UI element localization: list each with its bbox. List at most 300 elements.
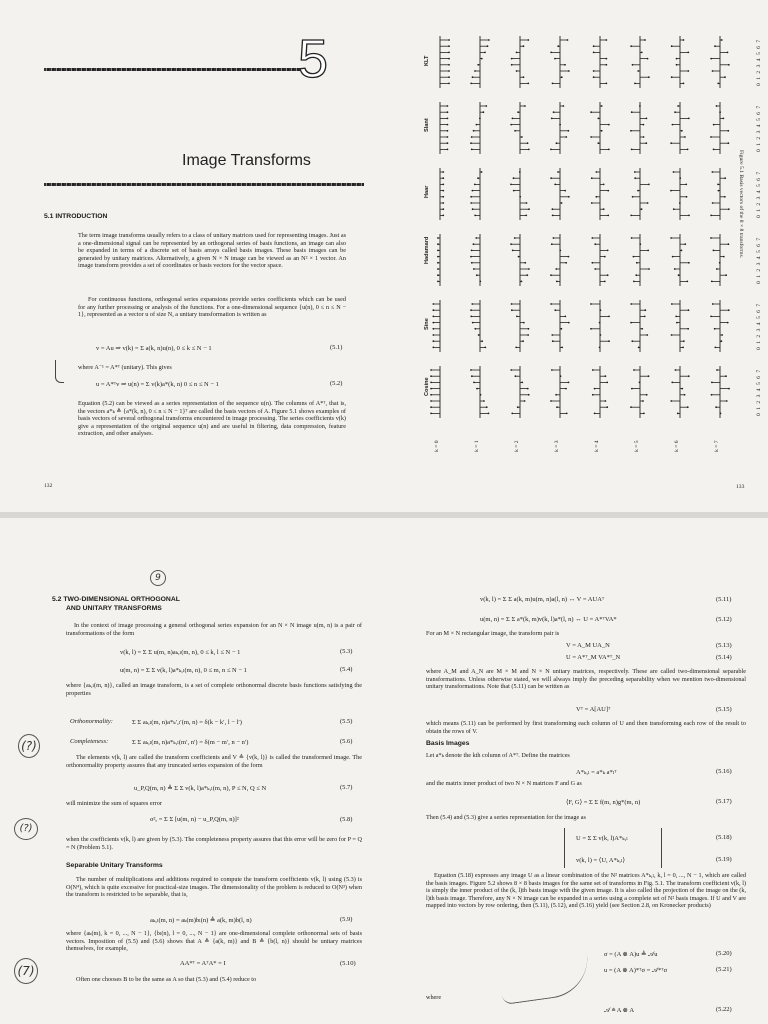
basis-point bbox=[515, 375, 517, 377]
basis-point bbox=[711, 281, 713, 283]
basis-point bbox=[607, 250, 609, 252]
where-text-2: where {aₖ,ₗ(m, n)}, called an image transform, is a set of complete orthonormal discrete basis functions satisfying the properties bbox=[66, 682, 362, 697]
basis-point bbox=[641, 208, 643, 210]
basis-point bbox=[671, 382, 673, 384]
basis-point bbox=[725, 375, 727, 377]
basis-point bbox=[554, 309, 556, 311]
basis-point bbox=[593, 70, 595, 72]
basis-point bbox=[646, 334, 648, 336]
margin-note-seven: (7) bbox=[14, 958, 38, 984]
basis-point bbox=[437, 268, 439, 270]
basis-point bbox=[593, 52, 595, 54]
basis-point bbox=[632, 64, 634, 66]
basis-point bbox=[647, 58, 649, 60]
basis-point bbox=[564, 316, 566, 318]
basis-point bbox=[485, 105, 487, 107]
basis-point bbox=[683, 83, 685, 85]
basis-point bbox=[675, 316, 677, 318]
basis-point bbox=[673, 208, 675, 210]
basis-point bbox=[557, 171, 559, 173]
equation-number-5-20: (5.20) bbox=[716, 950, 732, 957]
basis-point bbox=[637, 70, 639, 72]
basis-point bbox=[550, 149, 552, 151]
basis-point bbox=[474, 215, 476, 217]
basis-point bbox=[633, 369, 635, 371]
basis-point bbox=[477, 64, 479, 66]
basis-point bbox=[552, 83, 554, 85]
basis-point bbox=[639, 105, 641, 107]
basis-point bbox=[519, 196, 521, 198]
basis-point bbox=[670, 237, 672, 239]
basis-point bbox=[554, 58, 556, 60]
basis-point bbox=[644, 39, 646, 41]
basis-point bbox=[606, 382, 608, 384]
basis-point bbox=[711, 394, 713, 396]
basis-point bbox=[514, 130, 516, 132]
basis-point bbox=[727, 130, 729, 132]
basis-point bbox=[474, 328, 476, 330]
basis-point bbox=[556, 142, 558, 144]
basis-point bbox=[448, 58, 450, 60]
k-label: k = 5 bbox=[634, 440, 640, 452]
equation-5-4: u(m, n) = Σ Σ v(k, l)a*ₖ,ₗ(m, n), 0 ≤ m, n ≤ N − 1 bbox=[120, 667, 247, 674]
equation-number-5-18: (5.18) bbox=[716, 834, 732, 841]
basis-point bbox=[471, 250, 473, 252]
basis-point bbox=[727, 142, 729, 144]
basis-point bbox=[568, 256, 570, 258]
basis-point bbox=[447, 142, 449, 144]
basis-point bbox=[725, 274, 727, 276]
basis-point bbox=[432, 347, 434, 349]
basis-point bbox=[517, 406, 519, 408]
basis-point bbox=[488, 413, 490, 415]
equation-5-5: Σ Σ aₖ,ₗ(m, n)a*ₖ′,ₗ′(m, n) = δ(k − k′, l − l′) bbox=[132, 719, 242, 726]
basis-point bbox=[593, 76, 595, 78]
which-means-text: which means (5.11) can be performed by first transforming each column of U and then transforming each row of the result to obtain the rows of V. bbox=[426, 720, 746, 735]
basis-point bbox=[471, 375, 473, 377]
basis-point bbox=[605, 58, 607, 60]
basis-point bbox=[599, 322, 601, 324]
basis-point bbox=[528, 328, 530, 330]
basis-point bbox=[646, 118, 648, 120]
basis-point bbox=[477, 177, 479, 179]
basis-point bbox=[479, 281, 481, 283]
equation-number-5-17: (5.17) bbox=[716, 798, 732, 805]
equation-5-3: v(k, l) = Σ Σ u(m, n)aₖ,ₗ(m, n), 0 ≤ k, l ≤ N − 1 bbox=[120, 649, 241, 656]
basis-point bbox=[437, 262, 439, 264]
basis-point bbox=[643, 136, 645, 138]
basis-point bbox=[432, 303, 434, 305]
basis-point bbox=[671, 45, 673, 47]
equation-5-20: σ = (A ⊗ A)u ≜ 𝒜u bbox=[604, 951, 658, 958]
basis-vectors-figure bbox=[384, 0, 768, 512]
basis-point bbox=[487, 45, 489, 47]
basis-point bbox=[567, 130, 569, 132]
basis-point bbox=[524, 262, 526, 264]
basis-point bbox=[631, 388, 633, 390]
k-label: k = 3 bbox=[554, 440, 560, 452]
basis-point bbox=[511, 58, 513, 60]
basis-point bbox=[594, 388, 596, 390]
basis-point bbox=[448, 52, 450, 54]
basis-point bbox=[556, 281, 558, 283]
basis-point bbox=[685, 184, 687, 186]
basis-point bbox=[683, 39, 685, 41]
transform-label-cosine: Cosine bbox=[424, 377, 430, 396]
basis-point bbox=[686, 281, 688, 283]
basis-point bbox=[728, 243, 730, 245]
orthonormality-label: Orthonormality: bbox=[70, 718, 113, 725]
basis-point bbox=[684, 394, 686, 396]
equation-5-19: v(k, l) = ⟨U, A*ₖ,ₗ⟩ bbox=[576, 857, 625, 864]
basis-point bbox=[710, 136, 712, 138]
axis-ticks: 0 1 2 3 4 5 6 7 bbox=[756, 170, 762, 218]
basis-point bbox=[646, 394, 648, 396]
basis-point bbox=[630, 303, 632, 305]
basis-point bbox=[712, 171, 714, 173]
basis-point bbox=[432, 316, 434, 318]
basis-point bbox=[634, 83, 636, 85]
basis-point bbox=[631, 111, 633, 113]
equation-number-5-4: (5.4) bbox=[340, 666, 353, 673]
basis-point bbox=[470, 196, 472, 198]
basis-point bbox=[713, 149, 715, 151]
equation-number-5-7: (5.7) bbox=[340, 784, 353, 791]
basis-point bbox=[728, 208, 730, 210]
transform-label-haar: Haar bbox=[424, 185, 430, 198]
basis-point bbox=[432, 328, 434, 330]
basis-point bbox=[550, 274, 552, 276]
basis-point bbox=[634, 171, 636, 173]
basis-point bbox=[710, 237, 712, 239]
basis-point bbox=[728, 388, 730, 390]
basis-point bbox=[488, 39, 490, 41]
equation-number-5-14: (5.14) bbox=[716, 654, 732, 661]
basis-point bbox=[473, 382, 475, 384]
basis-point bbox=[552, 208, 554, 210]
basis-point bbox=[519, 171, 521, 173]
equation-number-5-10: (5.10) bbox=[340, 960, 356, 967]
basis-point bbox=[717, 184, 719, 186]
minimize-text: will minimize the sum of squares error bbox=[66, 800, 162, 807]
page-134 bbox=[0, 518, 768, 1024]
basis-point bbox=[513, 177, 515, 179]
equation-number-5-6: (5.6) bbox=[340, 738, 353, 745]
basis-point bbox=[671, 76, 673, 78]
chapter-number: 5 bbox=[298, 29, 329, 89]
basis-point bbox=[432, 334, 434, 336]
equation-5-13: V = A_M UA_N bbox=[566, 642, 610, 649]
basis-point bbox=[448, 70, 450, 72]
basis-point bbox=[633, 256, 635, 258]
basis-point bbox=[528, 149, 530, 151]
basis-point bbox=[648, 268, 650, 270]
equation-5-17: ⟨F, G⟩ = Σ Σ f(m, n)g*(m, n) bbox=[566, 799, 641, 806]
basis-point bbox=[608, 149, 610, 151]
basis-point bbox=[560, 328, 562, 330]
basis-point bbox=[430, 400, 432, 402]
separable-heading: Separable Unitary Transforms bbox=[66, 862, 163, 869]
basis-point bbox=[599, 347, 601, 349]
basis-point bbox=[670, 400, 672, 402]
basis-point bbox=[608, 316, 610, 318]
basis-point bbox=[677, 413, 679, 415]
basis-point bbox=[554, 184, 556, 186]
basis-point bbox=[671, 303, 673, 305]
basis-point bbox=[645, 142, 647, 144]
basis-point bbox=[471, 149, 473, 151]
basis-point bbox=[647, 202, 649, 204]
basis-point bbox=[470, 256, 472, 258]
basis-point bbox=[471, 262, 473, 264]
equation-number-5-19: (5.19) bbox=[716, 856, 732, 863]
basis-point bbox=[642, 400, 644, 402]
basis-point bbox=[723, 256, 725, 258]
basis-point bbox=[638, 347, 640, 349]
basis-point bbox=[551, 118, 553, 120]
elements-paragraph: The elements v(k, l) are called the transform coefficients and V ≜ {v(k, l)} is called the transformed image. The orthonormality property assures that any truncated series expansion of the form bbox=[66, 754, 362, 769]
basis-point bbox=[727, 52, 729, 54]
basis-point bbox=[560, 375, 562, 377]
where-text-3: where {aₖ(m), k = 0, ..., N − 1}, {bₗ(n), l = 0, ..., N − 1} are one-dimensional complete orthonormal sets of basis vectors. Imposition of (5.5) and (5.6) shows that A ≜ {a(k, m)} and B ≜ {b(l, n)} should be unitary matrices themselves, for example, bbox=[66, 930, 362, 953]
basis-point bbox=[670, 190, 672, 192]
separable-paragraph: The number of multiplications and additions required to compute the transform coefficients v(k, l) using (5.3) is O(N⁴), which is quite excessive for practical-size images. The dimensionality of the problem is reduced to O(N³) when the transform is restricted to be separable, that is, bbox=[66, 876, 362, 899]
basis-text: Let a*ₖ denote the kth column of A*ᵀ. Define the matrices bbox=[426, 752, 570, 759]
page-number-132: 132 bbox=[44, 483, 53, 489]
basis-point bbox=[511, 64, 513, 66]
basis-point bbox=[684, 136, 686, 138]
basis-point bbox=[714, 328, 716, 330]
basis-point bbox=[561, 202, 563, 204]
basis-point bbox=[510, 243, 512, 245]
basis-point bbox=[523, 76, 525, 78]
basis-point bbox=[720, 340, 722, 342]
basis-point bbox=[676, 64, 678, 66]
basis-point bbox=[719, 111, 721, 113]
basis-point bbox=[716, 105, 718, 107]
basis-point bbox=[607, 190, 609, 192]
basis-point bbox=[673, 171, 675, 173]
basis-point bbox=[437, 243, 439, 245]
basis-point bbox=[511, 413, 513, 415]
basis-point bbox=[710, 316, 712, 318]
basis-point bbox=[521, 136, 523, 138]
basis-point bbox=[472, 208, 474, 210]
basis-point bbox=[552, 340, 554, 342]
basis-point bbox=[484, 347, 486, 349]
paragraph-1: The term image transforms usually refers to a class of unitary matrices used for representing images. Just as a one-dimensional signal can be represented by an orthogonal series of basis functions, an image can also be expanded in terms of a discrete set of basis arrays called basis images. These basis images can be generated by unitary matrices. Alternatively, a given N × N image can be viewed as an N² × 1 vector. An image transform provides a set of coordinates or basis vectors for the vector space. bbox=[78, 232, 346, 270]
section-heading-line2: AND UNITARY TRANSFORMS bbox=[66, 605, 162, 612]
basis-point bbox=[442, 202, 444, 204]
basis-point bbox=[594, 268, 596, 270]
basis-point bbox=[447, 130, 449, 132]
basis-point bbox=[557, 45, 559, 47]
basis-point bbox=[608, 124, 610, 126]
basis-point bbox=[716, 369, 718, 371]
basis-point bbox=[437, 237, 439, 239]
basis-point bbox=[483, 400, 485, 402]
basis-point bbox=[432, 309, 434, 311]
basis-point bbox=[634, 177, 636, 179]
basis-point bbox=[639, 243, 641, 245]
equation-number-5-3: (5.3) bbox=[340, 648, 353, 655]
basis-point bbox=[565, 262, 567, 264]
k-label: k = 0 bbox=[434, 440, 440, 452]
basis-point bbox=[710, 58, 712, 60]
basis-point bbox=[442, 196, 444, 198]
basis-point bbox=[527, 39, 529, 41]
basis-point bbox=[522, 340, 524, 342]
basis-point bbox=[516, 316, 518, 318]
chapter-rule-bottom bbox=[44, 183, 364, 186]
basis-point bbox=[470, 142, 472, 144]
basis-point bbox=[688, 118, 690, 120]
basis-point bbox=[681, 250, 683, 252]
basis-point bbox=[550, 303, 552, 305]
equation-5-6: Σ Σ aₖ,ₗ(m, n)a*ₖ,ₗ(m′, n′) = δ(m − m′, n − n′) bbox=[132, 739, 249, 746]
basis-point bbox=[481, 340, 483, 342]
basis-point bbox=[593, 45, 595, 47]
basis-point bbox=[484, 52, 486, 54]
basis-point bbox=[714, 347, 716, 349]
basis-point bbox=[515, 347, 517, 349]
basis-point bbox=[525, 215, 527, 217]
basis-point bbox=[447, 105, 449, 107]
basis-point bbox=[648, 375, 650, 377]
basis-point bbox=[724, 196, 726, 198]
basis-point bbox=[561, 76, 563, 78]
basis-point bbox=[514, 237, 516, 239]
margin-note-question-1: (?) bbox=[18, 734, 40, 758]
basis-point bbox=[481, 171, 483, 173]
basis-point bbox=[559, 124, 561, 126]
basis-point bbox=[648, 184, 650, 186]
basis-point bbox=[474, 70, 476, 72]
basis-point bbox=[527, 83, 529, 85]
basis-point bbox=[590, 111, 592, 113]
handwritten-number: 9 bbox=[150, 570, 166, 586]
for-mn-text: For an M × N rectangular image, the transform pair is bbox=[426, 630, 560, 637]
basis-point bbox=[527, 142, 529, 144]
basis-point bbox=[592, 369, 594, 371]
basis-point bbox=[683, 340, 685, 342]
basis-point bbox=[722, 118, 724, 120]
where-text-1: where A⁻¹ = A*ᵀ (unitary). This gives bbox=[78, 364, 172, 371]
equation-number-5-21: (5.21) bbox=[716, 966, 732, 973]
basis-point bbox=[528, 394, 530, 396]
basis-point bbox=[442, 177, 444, 179]
margin-note-question-2: (?) bbox=[14, 818, 38, 840]
basis-point bbox=[511, 303, 513, 305]
basis-point bbox=[553, 111, 555, 113]
basis-point bbox=[528, 208, 530, 210]
basis-point bbox=[555, 394, 557, 396]
basis-point bbox=[473, 243, 475, 245]
basis-point bbox=[559, 250, 561, 252]
basis-point bbox=[553, 237, 555, 239]
basis-point bbox=[687, 328, 689, 330]
basis-point bbox=[565, 388, 567, 390]
basis-point bbox=[712, 303, 714, 305]
equation-5-10: AA*ᵀ = AᵀA* = I bbox=[180, 960, 226, 967]
basis-point bbox=[605, 375, 607, 377]
equation-number-5-5: (5.5) bbox=[340, 718, 353, 725]
basis-point bbox=[678, 274, 680, 276]
equation-bracket bbox=[564, 828, 662, 868]
basis-point bbox=[599, 309, 601, 311]
equation-5-11: v(k, l) = Σ Σ a(k, m)u(m, n)a(l, n) ↔ V = AUAᵀ bbox=[480, 596, 605, 603]
basis-point bbox=[605, 64, 607, 66]
transform-label-sine: Sine bbox=[424, 318, 430, 330]
basis-point bbox=[478, 334, 480, 336]
basis-point bbox=[566, 413, 568, 415]
basis-point bbox=[630, 215, 632, 217]
basis-point bbox=[595, 196, 597, 198]
paragraph-3: Equation (5.2) can be viewed as a series representation of the sequence u(n). The columns of A*ᵀ, that is, the vectors a*ₖ ≜ {a*(k, n), 0 ≤ n ≤ N − 1}ᵀ are called the basis vectors of A. Figure 5.1 shows examples of basis vectors of several orthogonal transforms encountered in image processing. The series coefficients v(k) give a representation of the original sequence u(n) and are useful in filtering, data compression, feature extraction, and other analyses. bbox=[78, 400, 346, 438]
equation-5-22: 𝒜 ≜ A ⊗ A bbox=[604, 1007, 635, 1014]
basis-point bbox=[447, 149, 449, 151]
basis-point bbox=[591, 202, 593, 204]
axis-ticks: 0 1 2 3 4 5 6 7 bbox=[756, 368, 762, 416]
basis-point bbox=[471, 303, 473, 305]
basis-point bbox=[442, 215, 444, 217]
basis-point bbox=[430, 369, 432, 371]
basis-point bbox=[724, 76, 726, 78]
inner-product-text: and the matrix inner product of two N × N matrices F and G as bbox=[426, 780, 582, 787]
basis-point bbox=[432, 322, 434, 324]
basis-point bbox=[447, 136, 449, 138]
basis-point bbox=[682, 347, 684, 349]
basis-point bbox=[712, 70, 714, 72]
basis-point bbox=[561, 347, 563, 349]
basis-point bbox=[631, 237, 633, 239]
basis-point bbox=[671, 334, 673, 336]
basis-point bbox=[688, 375, 690, 377]
basis-point bbox=[524, 105, 526, 107]
where-text-5: where bbox=[426, 994, 442, 1001]
basis-point bbox=[447, 124, 449, 126]
basis-point bbox=[637, 190, 639, 192]
basis-point bbox=[448, 45, 450, 47]
equation-5-18: U = Σ Σ v(k, l)A*ₖ,ₗ bbox=[576, 835, 628, 842]
basis-point bbox=[550, 400, 552, 402]
basis-point bbox=[686, 196, 688, 198]
basis-point bbox=[510, 369, 512, 371]
basis-point bbox=[674, 111, 676, 113]
basis-point bbox=[681, 388, 683, 390]
intro-paragraph: In the context of image processing a general orthogonal series expansion for an N × N image u(m, n) is a pair of transformations of the form bbox=[66, 622, 362, 637]
basis-point bbox=[710, 215, 712, 217]
basis-images-heading: Basis Images bbox=[426, 740, 470, 747]
expresses-paragraph: Equation (5.18) expresses any image U as a linear combination of the N² matrices A*ₖ,ₗ, k, l = 0, ..., N − 1, which are called the basis images. Figure 5.2 shows 8 × 8 basis images for the same set of transforms in Fig. 5.1. The transform coefficient v(k, l) is simply the inner product of the (k, l)th basis image with the given image. It is also called the projection of the image on the (k, l)th basis image. Therefore, any N × N image can be expanded in a series using a complete set of N² basis images. If U and V are mapped into vectors by row ordering, then (5.11), (5.12), and (5.16) yield (see Section 2.8, on Kronecker products) bbox=[426, 872, 746, 910]
basis-point bbox=[630, 406, 632, 408]
equation-number-5-11: (5.11) bbox=[716, 596, 732, 603]
basis-point bbox=[479, 118, 481, 120]
axis-ticks: 0 1 2 3 4 5 6 7 bbox=[756, 302, 762, 350]
page-133 bbox=[384, 0, 768, 512]
basis-point bbox=[510, 184, 512, 186]
basis-point bbox=[448, 83, 450, 85]
basis-point bbox=[521, 281, 523, 283]
equation-5-15: Vᵀ = A[AU]ᵀ bbox=[576, 706, 611, 713]
basis-point bbox=[442, 208, 444, 210]
basis-point bbox=[679, 202, 681, 204]
basis-point bbox=[470, 83, 472, 85]
basis-point bbox=[472, 76, 474, 78]
basis-point bbox=[590, 136, 592, 138]
equation-number-5-13: (5.13) bbox=[716, 642, 732, 649]
basis-point bbox=[713, 250, 715, 252]
